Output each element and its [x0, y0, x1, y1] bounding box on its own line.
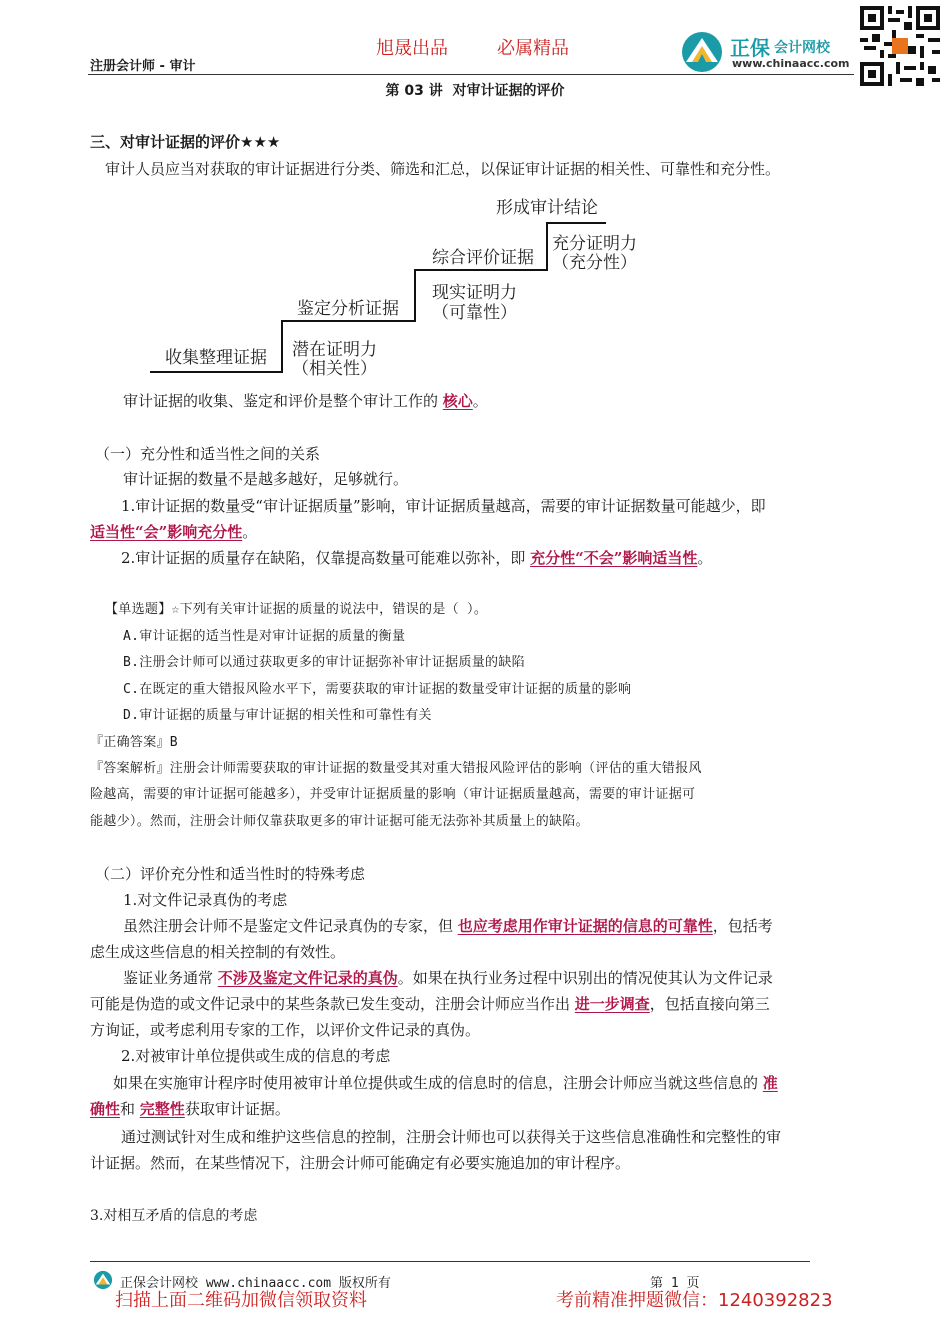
- question-explanation-1: 『答案解析』注册会计师需要获取的审计证据的数量受其对重大错报风险评估的影响（评估的重大错报风: [90, 761, 702, 776]
- logo-url: www.chinaacc.com: [732, 57, 850, 70]
- section-title: 三、对审计证据的评价★★★: [90, 133, 281, 151]
- part1-p2-pre: 2.审计证据的质量存在缺陷，仅靠提高数量可能难以弥补，即: [121, 549, 531, 567]
- s1p1-pre: 虽然注册会计师不是鉴定文件记录真伪的专家，但: [123, 917, 458, 935]
- qr-code: [860, 6, 940, 86]
- question-stem: 【单选题】☆下列有关审计证据的质量的说法中，错误的是（ ）。: [105, 602, 488, 617]
- footer-rule: [90, 1261, 810, 1262]
- part1-p2-end: 。: [697, 549, 713, 567]
- s1p2-post: 。如果在执行业务过程中识别出的情况使其认为文件记录: [397, 969, 773, 987]
- diagram-note2-a: 现实证明力: [432, 283, 517, 303]
- s1p2-l2-post: ，包括直接向第三: [649, 995, 770, 1013]
- stair-riser-2: [414, 269, 416, 322]
- header-course: 注册会计师 - 审计: [90, 59, 196, 74]
- part2-s1-p2-l2: [90, 993, 860, 1015]
- part2-s1-title: 1.对文件记录真伪的考虑: [123, 891, 288, 909]
- footer-logo-icon: [92, 1270, 114, 1290]
- diagram-note3-b: （充分性）: [552, 253, 637, 273]
- s2p1-keyword1: 准: [762, 1074, 778, 1092]
- core-sentence: [123, 390, 893, 412]
- part1-p1-line2: [90, 521, 860, 543]
- part1-title: （一）充分性和适当性之间的关系: [95, 445, 321, 463]
- logo-name: 正保: [730, 36, 770, 60]
- part2-s2-p2-l1: 通过测试针对生成和维护这些信息的控制，注册会计师也可以获得关于这些信息准确性和完整性的审: [121, 1128, 782, 1146]
- s1p1-keyword: 也应考虑用作审计证据的信息的可靠性: [457, 917, 713, 935]
- part2-s2-p2-l2: 计证据。然而，在某些情况下，注册会计师可能确定有必要实施追加的审计程序。: [90, 1154, 631, 1172]
- s1p2-l2-keyword: 进一步调查: [574, 995, 650, 1013]
- diagram-note1-a: 潜在证明力: [292, 340, 377, 360]
- stair-step-2: [281, 320, 415, 322]
- core-keyword: 核心: [442, 392, 473, 410]
- s2p1-l2-post: 获取审计证据。: [184, 1100, 290, 1118]
- s1p1-post: ，包括考: [712, 917, 773, 935]
- diagram-step2-label: 鉴定分析证据: [297, 299, 399, 319]
- part2-s1-p1-l2: 虑生成这些信息的相关控制的有效性。: [90, 943, 346, 961]
- stair-step-3: [414, 269, 547, 271]
- footer-copyright: 正保会计网校 www.chinaacc.com 版权所有: [120, 1276, 391, 1291]
- part1-p1-end: 。: [242, 523, 258, 541]
- core-post: 。: [472, 392, 488, 410]
- question-answer: 『正确答案』B: [90, 735, 178, 750]
- s2p1-l2-keyword1: 确性: [90, 1100, 121, 1118]
- intro-paragraph: 审计人员应当对获取的审计证据进行分类、筛选和汇总，以保证审计证据的相关性、可靠性和充分性。: [105, 160, 781, 178]
- s2p1-l2-keyword2: 完整性: [139, 1100, 185, 1118]
- diagram-top-label: 形成审计结论: [496, 198, 598, 218]
- qr-code-icon: [860, 6, 940, 86]
- stair-step-1: [150, 371, 282, 373]
- question-option-b: B.注册会计师可以通过获取更多的审计证据弥补审计证据质量的缺陷: [123, 655, 525, 670]
- part2-s2-p1-l2: [90, 1098, 860, 1120]
- question-option-c: C.在既定的重大错报风险水平下，需要获取的审计证据的数量受审计证据的质量的影响: [123, 682, 632, 697]
- diagram-step3-label: 综合评价证据: [432, 248, 534, 268]
- question-option-a: A.审计证据的适当性是对审计证据的质量的衡量: [123, 629, 406, 644]
- header-rule: [88, 74, 854, 75]
- footer-promo-right: 考前精准押题微信：1240392823: [556, 1290, 833, 1311]
- core-pre: 审计证据的收集、鉴定和评价是整个审计工作的: [123, 392, 443, 410]
- part1-p1-line1: 1.审计证据的数量受“审计证据质量”影响，审计证据质量越高，需要的审计证据数量可能越少，即: [121, 497, 766, 515]
- part2-s3-title: 3.对相互矛盾的信息的考虑: [90, 1208, 258, 1224]
- part1-p0: 审计证据的数量不是越多越好，足够就行。: [123, 470, 409, 488]
- part1-p2: [121, 547, 891, 569]
- stair-top: [546, 222, 606, 224]
- part2-s2-title: 2.对被审计单位提供或生成的信息的考虑: [121, 1047, 391, 1065]
- part2-s1-p1-l1: [123, 915, 893, 937]
- s1p2-keyword: 不涉及鉴定文件记录的真伪: [217, 969, 398, 987]
- part2-s2-p1-l1: [113, 1072, 883, 1094]
- diagram-note1-b: （相关性）: [292, 359, 377, 379]
- stair-riser-3: [546, 222, 548, 271]
- part1-p1-keyword: 适当性“会”影响充分性: [90, 523, 243, 541]
- question-option-d: D.审计证据的质量与审计证据的相关性和可靠性有关: [123, 708, 432, 723]
- footer-promo-left: 扫描上面二维码加微信领取资料: [115, 1290, 367, 1311]
- slogan-left: 旭晟出品: [376, 38, 448, 59]
- chinaacc-logo-icon: [678, 30, 726, 74]
- logo-sub: 会计网校: [774, 40, 830, 56]
- slogan-right: 必属精品: [497, 38, 569, 59]
- footer-page-number: 第 1 页: [650, 1276, 700, 1291]
- logo: [678, 30, 858, 74]
- s1p2-pre: 鉴证业务通常: [123, 969, 218, 987]
- part2-s1-p2-l3: 方询证，或考虑利用专家的工作，以评价文件记录的真伪。: [90, 1021, 481, 1039]
- question-explanation-3: 能越少）。然而，注册会计师仅靠获取更多的审计证据可能无法弥补其质量上的缺陷。: [90, 814, 589, 829]
- lecture-title: 第 03 讲 对审计证据的评价: [385, 83, 565, 99]
- part1-p2-keyword: 充分性“不会”影响适当性: [530, 549, 698, 567]
- question-explanation-2: 险越高，需要的审计证据可能越多），并受审计证据质量的影响（审计证据质量越高，需要的审计证据可: [90, 787, 696, 802]
- s1p2-l2-pre: 可能是伪造的或文件记录中的某些条款已发生变动，注册会计师应当作出: [90, 995, 575, 1013]
- diagram-note2-b: （可靠性）: [432, 303, 517, 323]
- s2p1-l2-mid: 和: [120, 1100, 140, 1118]
- s2p1-pre: 如果在实施审计程序时使用被审计单位提供或生成的信息时的信息，注册会计师应当就这些信息的: [113, 1074, 763, 1092]
- part2-s1-p2-l1: [123, 967, 893, 989]
- part2-title: （二）评价充分性和适当性时的特殊考虑: [95, 865, 366, 883]
- diagram-step1-label: 收集整理证据: [165, 348, 267, 368]
- stair-riser-1: [281, 320, 283, 373]
- diagram-note3-a: 充分证明力: [552, 234, 637, 254]
